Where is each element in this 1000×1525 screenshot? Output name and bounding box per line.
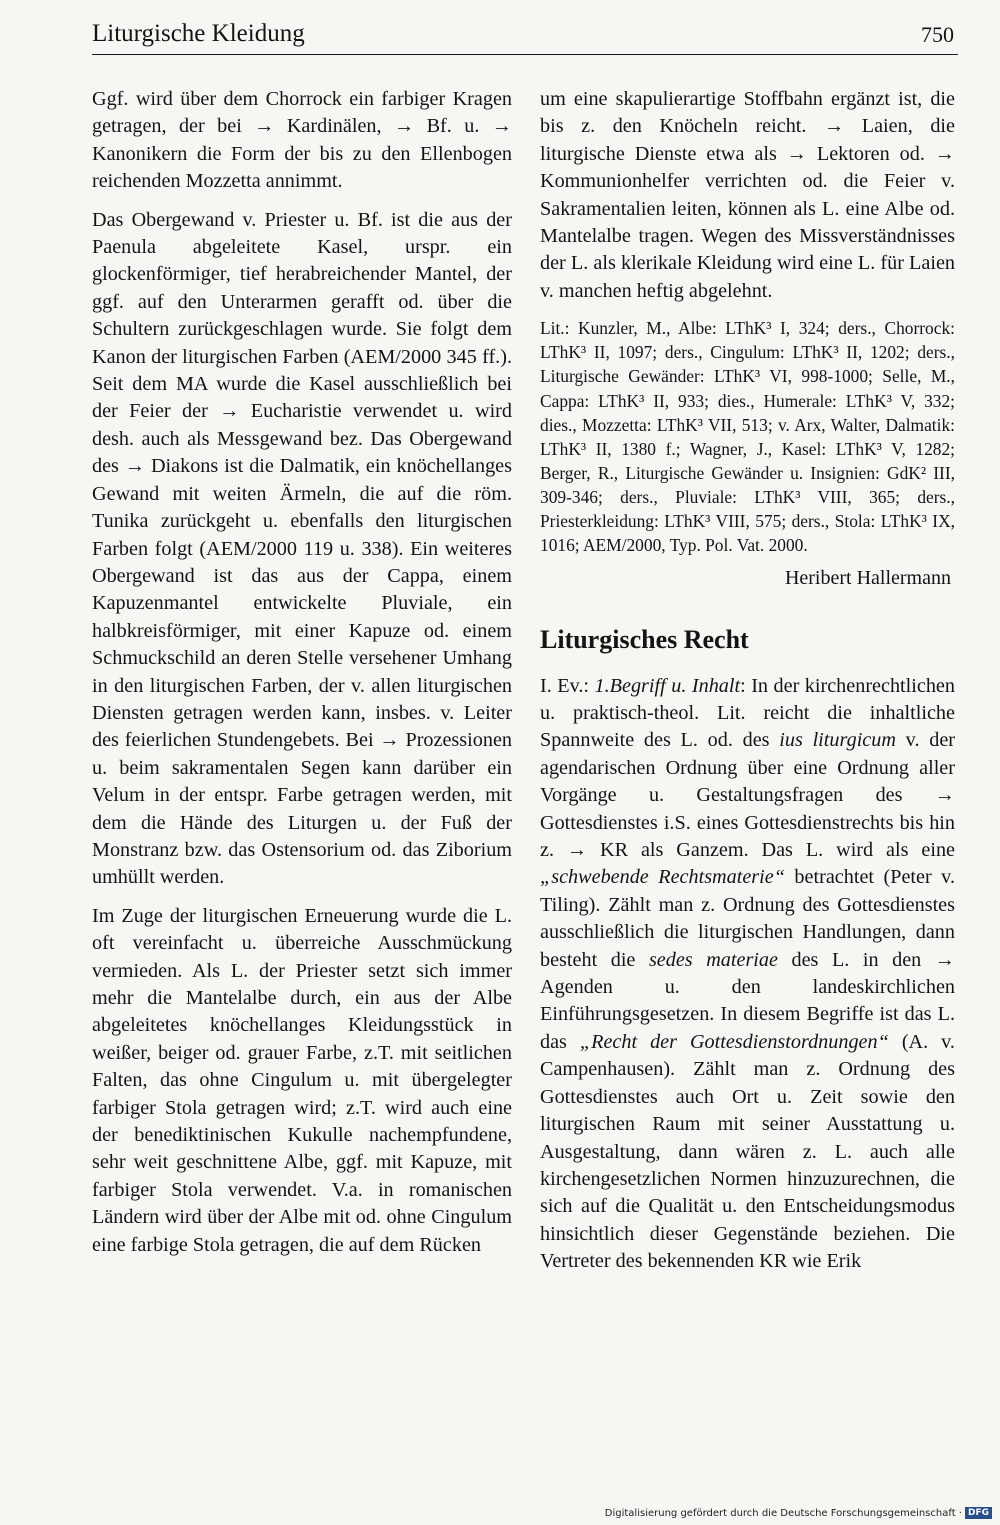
italic-term: sedes materiae (648, 948, 778, 971)
text-run: v. der agendarischen Ordnung über eine Ordnung aller Vorgänge u. Gestaltungsfragen des → Gottesdienstes i.S. eines Gottesdienstrechts bis hin z. → KR als Ganzem. Das L. wird als eine (540, 729, 956, 862)
credit-text: Digitalisierung gefördert durch die Deutsche Forschungsgemeinschaft · (604, 1508, 962, 1519)
section-label: I. Ev.: (540, 674, 595, 697)
left-column (92, 86, 512, 1270)
paragraph: Ggf. wird über dem Chorrock ein farbiger Kragen getragen, der bei → Kardinälen, → Bf. u. → Kanonikern die Form der bis zu den Ellenbogen reichenden Mozzetta annimmt. (92, 88, 512, 193)
digitization-credit (605, 1507, 992, 1519)
paragraph: um eine skapulierartige Stoffbahn ergänzt ist, die bis z. den Knöcheln reicht. → Laien, die liturgische Dienste etwa als → Lektoren od. → Kommunionhelfer verrichten od. die Feier v. Sakramentalien leiten, können als L. eine Albe od. Mantelalbe tragen. Wegen des Missverständnisses der L. als klerikale Kleidung wird eine L. für Laien v. manchen heftig abgelehnt. (540, 88, 955, 302)
italic-quote: „schwebende Rechtsmaterie“ (540, 866, 785, 889)
article-title: Liturgisches Recht (540, 624, 749, 654)
running-head (92, 20, 958, 55)
text-run: des L. in den → Agenden u. den landeskirchlichen Einführungsgesetzen. In diesem Begriffe ist das L. das (540, 948, 955, 1053)
text-run: betrachtet (Peter v. Tiling). Zählt man z. Ordnung des Gottesdienstes ausschließlich die liturgischen Handlungen, dann besteht die (540, 866, 956, 971)
section-heading: 1.Begriff u. Inhalt (594, 674, 741, 697)
paragraph: Im Zuge der liturgischen Erneuerung wurde die L. oft vereinfacht u. überreiche Ausschmückung vermieden. Als L. der Priester setzt sich immer mehr die Mantelalbe durch, ein aus der Albe abgeleitetes knöchellanges Kleidungsstück in weißer, beiger od. grauer Farbe, z.T. mit seitlichen Falten, das ohne Cingulum u. mit übergelegter farbiger Stola getragen wird; z.T. wird auch eine der benediktinischen Kukulle nachempfundene, sehr weit geschnittene Albe, ggf. mit Kapuze, mit farbiger Stola verwendet. V.a. in romanischen Ländern wird über der Albe mit od. ohne Cingulum eine farbige Stola getragen, die auf dem Rücken (92, 904, 512, 1256)
right-column (540, 86, 955, 1287)
dfg-logo: DFG (965, 1507, 992, 1519)
author-signature: Heribert Hallermann (784, 567, 951, 590)
paragraph (540, 673, 955, 1276)
italic-quote: „Recht der Gottesdienstordnungen“ (579, 1030, 889, 1053)
running-title: Liturgische Kleidung (92, 20, 305, 47)
paragraph: Das Obergewand v. Priester u. Bf. ist die aus der Paenula abgeleitete Kasel, urspr. ein glockenförmiger, tief herabreichender Mantel, der ggf. auf den Unterarmen gerafft od. über die Schultern zurückgeschlagen wurde. Sie folgt dem Kanon der liturgischen Farben (AEM/2000 345 ff.). Seit dem MA wurde die Kasel ausschließlich bei der Feier der → Eucharistie verwendet u. wird desh. auch als Messgewand bez. Das Obergewand des → Diakons ist die Dalmatik, ein knöchellanges Gewand mit weiten Ärmeln, die auf die röm. Tunika zurückgeht u. ebenfalls den liturgischen Farben folgt (AEM/2000 119 u. 338). Ein weiteres Obergewand ist das aus der Cappa, einem Kapuzenmantel entwickelte Pluviale, ein halbkreisförmiger, mit einer Kapuze od. einem Schmuckschild an deren Stelle versehener Umhang in den liturgischen Farben, der v. allen liturgischen Diensten getragen werden kann, insbes. v. Leiter des feierlichen Stundengebets. Bei → Prozessionen u. beim sakramentalen Segen kann darüber ein Velum in der entspr. Farbe getragen werden, mit dem die Hände des Liturgen u. der Fuß der Monstranz bzw. das Ostensorium od. das Ziborium umhüllt werden. (92, 208, 512, 889)
text-run: : In der kirchenrechtlichen u. praktisch-theol. Lit. reicht die inhaltliche Spannweite des L. od. des (540, 674, 955, 752)
italic-term: ius liturgicum (779, 729, 896, 752)
literature-list: Lit.: Kunzler, M., Albe: LThK³ I, 324; ders., Chorrock: LThK³ II, 1097; ders., Cingulum: LThK³ II, 1202; ders., Liturgische Gewänder: LThK³ VI, 998-1000; Selle, M., Cappa: LThK³ II, 933; dies., Humerale: LThK³ V, 332; dies., Mozzetta: LThK³ VII, 513; v. Arx, Walter, Dalmatik: LThK³ II, 1380 f.; Wagner, J., Kasel: LThK³ V, 1282; Berger, R., Liturgische Gewänder u. Insignien: GdK² III, 309-346; ders., Pluviale: LThK³ VIII, 365; ders., Priesterkleidung: LThK³ VIII, 575; ders., Stola: LThK³ IX, 1016; AEM/2000, Typ. Pol. Vat. 2000. (540, 318, 955, 556)
text-run: (A. v. Campenhausen). Zählt man z. Ordnung des Gottesdienstes auch Ort u. Zeit sowie den liturgischen Raum mit seiner Ausstattung u. Ausgestaltung, dann wären z. L. auch alle kirchengesetzlichen Normen hinzuzurechnen, die sich auf die Qualität u. den Entscheidungsmodus hinsichtlich dieser Gegenstände beziehen. Die Vertreter des bekennenden KR wie Erik (540, 1030, 955, 1273)
page-number: 750 (921, 22, 954, 47)
